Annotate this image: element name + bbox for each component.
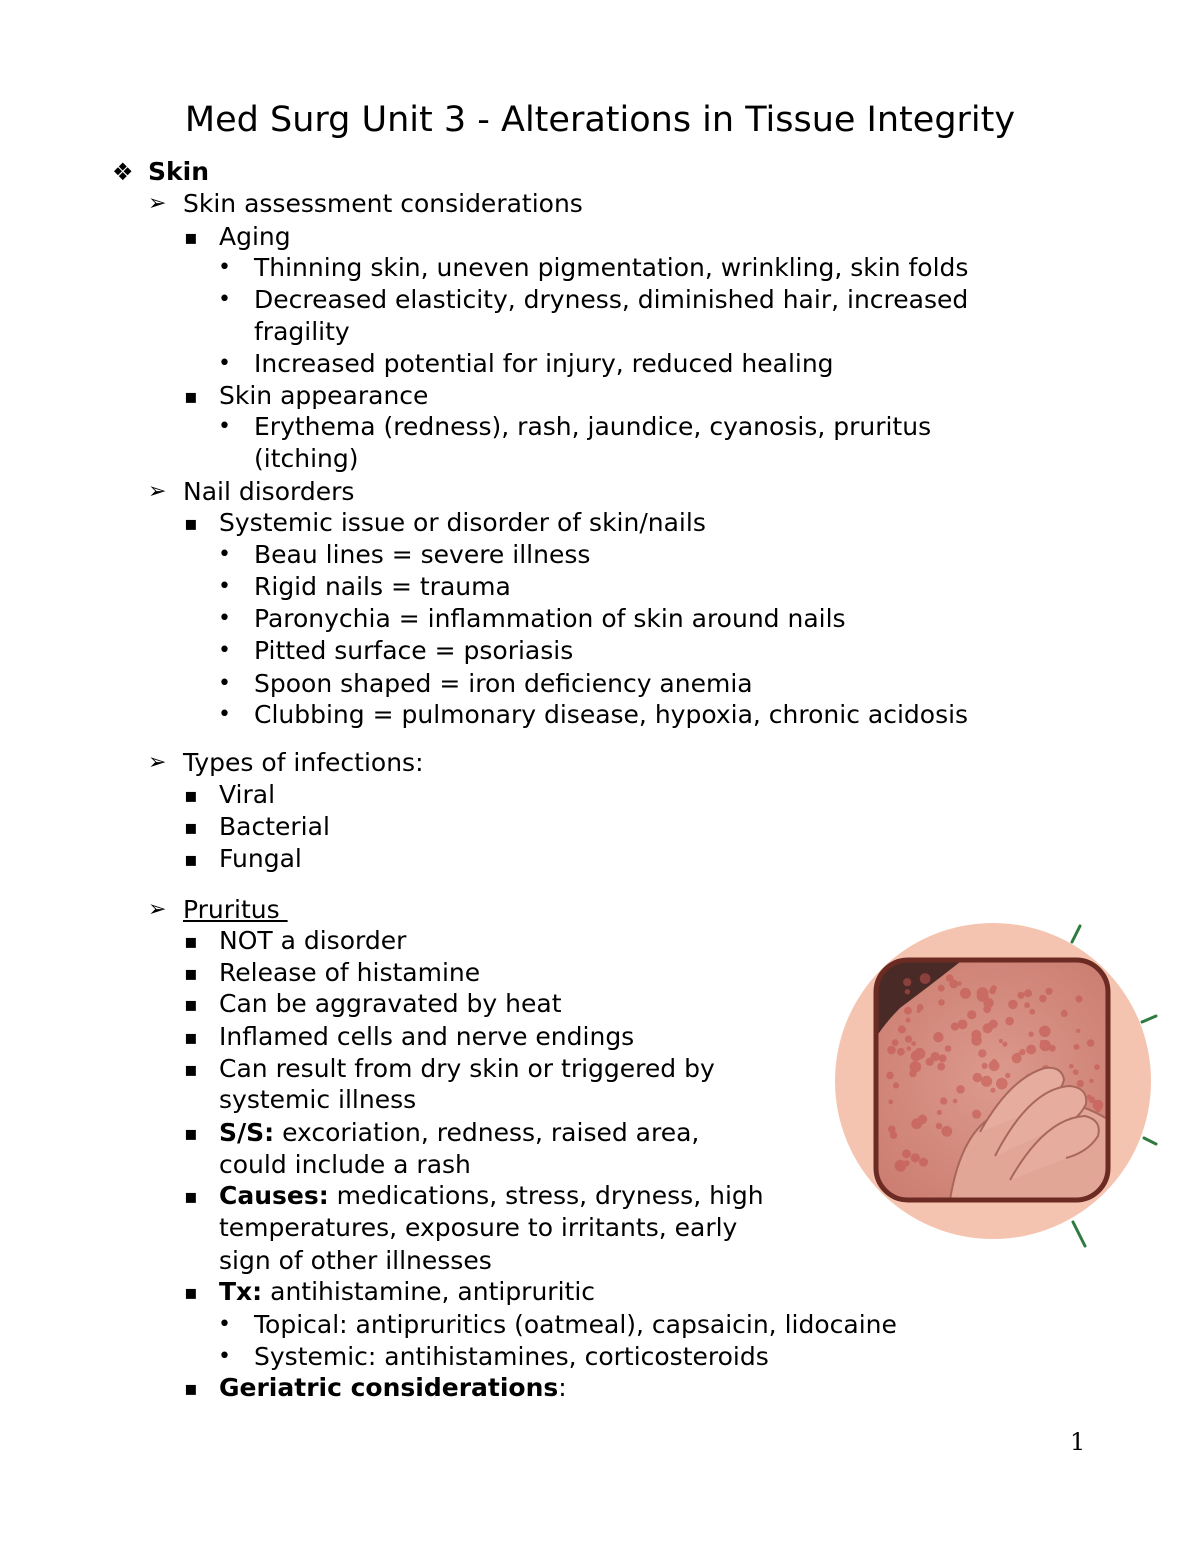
item-text: Can be aggravated by heat — [219, 989, 562, 1018]
item-text: Viral — [219, 780, 276, 809]
rash-spot — [897, 1048, 905, 1056]
item-text: Thinning skin, uneven pigmentation, wrinkling, skin folds — [254, 253, 969, 282]
item-text: Release of histamine — [219, 958, 481, 987]
item-text: Erythema (redness), rash, jaundice, cyanosis, pruritus — [254, 412, 932, 441]
rash-photo — [870, 954, 1120, 1208]
rash-spot — [971, 1035, 982, 1046]
rash-spot — [893, 1082, 899, 1088]
item-text: Systemic: antihistamines, corticosteroids — [254, 1342, 769, 1371]
rash-spot — [898, 1025, 906, 1033]
dot-bullet-icon: • — [218, 1344, 231, 1369]
rash-spot — [911, 1041, 916, 1046]
rash-spot — [1024, 989, 1032, 997]
arrow-bullet-icon: ➢ — [148, 897, 167, 922]
item-detail: medications, stress, dryness, high — [328, 1181, 764, 1210]
rash-spot — [946, 974, 954, 982]
rash-spot — [909, 1070, 916, 1077]
rash-spot — [940, 1097, 947, 1104]
item-text — [219, 1372, 567, 1404]
rash-spot — [958, 1020, 968, 1030]
rash-spot — [1002, 1042, 1007, 1047]
item-text: Topical: antipruritics (oatmeal), capsaicin, lidocaine — [254, 1310, 897, 1339]
square-bullet-icon: ▪ — [184, 992, 198, 1016]
rash-spot — [920, 973, 931, 984]
rash-spot — [1008, 1000, 1018, 1010]
square-bullet-icon: ▪ — [184, 847, 198, 871]
arrow-bullet-icon: ➢ — [148, 750, 167, 775]
rash-spot — [978, 1049, 986, 1057]
item-text: Systemic issue or disorder of skin/nails — [219, 508, 706, 537]
item-text: Pruritus — [183, 895, 288, 924]
dot-bullet-icon: • — [218, 1312, 231, 1337]
dot-bullet-icon: • — [218, 255, 231, 280]
dot-bullet-icon: • — [218, 606, 231, 631]
diamond-bullet-icon: ❖ — [112, 158, 134, 186]
rash-spot — [907, 1046, 912, 1051]
rash-spot — [1074, 1044, 1080, 1050]
item-text: Can result from dry skin or triggered by — [219, 1054, 715, 1083]
square-bullet-icon: ▪ — [184, 225, 198, 249]
rash-spot — [888, 1100, 893, 1105]
section-heading-skin: Skin — [148, 157, 209, 186]
item-text: Fungal — [219, 844, 302, 873]
rash-spot — [1024, 1002, 1030, 1008]
square-bullet-icon: ▪ — [184, 1376, 198, 1400]
arrow-bullet-icon: ➢ — [148, 479, 167, 504]
item-text: Aging — [219, 222, 291, 251]
item-text: Decreased elasticity, dryness, diminished hair, increased — [254, 285, 969, 314]
rash-spot — [1019, 1049, 1025, 1055]
rash-spot — [999, 1039, 1003, 1043]
item-text — [219, 1180, 764, 1212]
rash-spot — [905, 989, 910, 994]
rash-spot — [989, 987, 996, 994]
rash-spot — [1075, 995, 1082, 1002]
rash-spot — [1095, 1107, 1100, 1112]
rash-spot — [945, 1045, 952, 1052]
item-detail: excoriation, redness, raised area, — [274, 1118, 700, 1147]
rash-spot — [1029, 1009, 1035, 1015]
rash-spot — [983, 1023, 993, 1033]
rash-spot — [1087, 1095, 1092, 1100]
rash-spot — [938, 999, 945, 1006]
bold-label: S/S: — [219, 1118, 275, 1147]
rash-spot — [1077, 1080, 1084, 1087]
rash-spot — [967, 1010, 976, 1019]
rash-spot — [973, 1073, 983, 1083]
item-continuation: (itching) — [254, 444, 359, 473]
dot-bullet-icon: • — [218, 351, 231, 376]
rash-spot — [953, 1099, 958, 1104]
rash-spot — [977, 987, 989, 999]
rash-spot — [972, 1110, 981, 1119]
rash-spot — [1039, 995, 1047, 1003]
item-text: Beau lines = severe illness — [254, 540, 591, 569]
dot-bullet-icon: • — [218, 287, 231, 312]
item-continuation: systemic illness — [219, 1085, 417, 1114]
rash-spot — [933, 1032, 943, 1042]
square-bullet-icon: ▪ — [184, 1280, 198, 1304]
rash-spot — [1069, 1064, 1074, 1069]
item-text: Rigid nails = trauma — [254, 572, 511, 601]
arrow-bullet-icon: ➢ — [148, 191, 167, 216]
rash-spot — [1087, 1039, 1095, 1047]
rash-spot — [1005, 1017, 1014, 1026]
dot-bullet-icon: • — [218, 574, 231, 599]
square-bullet-icon: ▪ — [184, 1121, 198, 1145]
rash-spot — [1073, 1069, 1079, 1075]
rash-spot — [956, 1085, 965, 1094]
bold-label: Tx: — [219, 1277, 263, 1306]
item-text — [219, 1276, 595, 1308]
rash-spot — [938, 985, 945, 992]
item-detail: antihistamine, antipruritic — [262, 1277, 596, 1306]
rash-spot — [1017, 992, 1024, 999]
rash-spot — [919, 1158, 928, 1167]
rash-spot — [957, 981, 961, 985]
item-text: Bacterial — [219, 812, 330, 841]
item-text: Paronychia = inflammation of skin around nails — [254, 604, 846, 633]
bold-label: Causes: — [219, 1181, 329, 1210]
rash-spot — [983, 1005, 991, 1013]
item-detail: : — [558, 1373, 567, 1402]
rash-spot — [904, 1160, 910, 1166]
rash-spot — [1061, 1010, 1068, 1017]
rash-spot — [911, 1153, 920, 1162]
square-bullet-icon: ▪ — [184, 929, 198, 953]
item-continuation: could include a rash — [219, 1150, 471, 1179]
square-bullet-icon: ▪ — [184, 961, 198, 985]
item-text: Inflamed cells and nerve endings — [219, 1022, 635, 1051]
rash-spot — [917, 1004, 924, 1011]
rash-spot — [1089, 1079, 1093, 1083]
item-text: Types of infections: — [183, 748, 424, 777]
square-bullet-icon: ▪ — [184, 1025, 198, 1049]
dot-bullet-icon: • — [218, 702, 231, 727]
rash-spot — [1045, 988, 1052, 995]
item-continuation: sign of other illnesses — [219, 1246, 492, 1275]
item-continuation: fragility — [254, 317, 350, 346]
item-text: Clubbing = pulmonary disease, hypoxia, chronic acidosis — [254, 700, 969, 729]
rash-spot — [914, 1048, 925, 1059]
square-bullet-icon: ▪ — [184, 384, 198, 408]
rash-spot — [892, 1039, 899, 1046]
square-bullet-icon: ▪ — [184, 783, 198, 807]
dot-bullet-icon: • — [218, 414, 231, 439]
page-title: Med Surg Unit 3 - Alterations in Tissue Integrity — [184, 100, 1016, 140]
rash-spot — [911, 1118, 922, 1129]
rash-spot — [1039, 1026, 1051, 1038]
dot-bullet-icon: • — [218, 638, 231, 663]
rash-spot — [939, 1054, 947, 1062]
rash-spot — [937, 1110, 942, 1115]
rash-spot — [982, 1063, 988, 1069]
rash-spot — [1026, 1045, 1036, 1055]
rash-spot — [904, 1007, 912, 1015]
square-bullet-icon: ▪ — [184, 1057, 198, 1081]
rash-spot — [1076, 1029, 1080, 1033]
item-text: Increased potential for injury, reduced healing — [254, 349, 834, 378]
rash-spot — [890, 1132, 897, 1139]
rash-spot — [902, 1149, 911, 1158]
item-text: Skin appearance — [219, 381, 429, 410]
item-continuation: temperatures, exposure to irritants, early — [219, 1213, 738, 1242]
rash-spot — [1005, 1073, 1010, 1078]
item-text: NOT a disorder — [219, 926, 407, 955]
item-text: Nail disorders — [183, 477, 355, 506]
rash-spot — [1094, 1064, 1100, 1070]
dot-bullet-icon: • — [218, 671, 231, 696]
pruritus-illustration — [830, 918, 1160, 1254]
rash-spot — [1040, 1040, 1044, 1044]
item-text: Skin assessment considerations — [183, 189, 583, 218]
rash-spot — [996, 1078, 1008, 1090]
rash-spot — [937, 1063, 945, 1071]
rash-spot — [990, 1062, 998, 1070]
rash-spot — [903, 978, 911, 986]
rash-spot — [936, 1123, 942, 1129]
rash-spot — [960, 988, 971, 999]
rash-spot — [906, 1018, 911, 1023]
bold-label: Geriatric considerations — [219, 1373, 559, 1402]
item-text: Spoon shaped = iron deficiency anemia — [254, 669, 753, 698]
square-bullet-icon: ▪ — [184, 1184, 198, 1208]
rash-spot — [941, 1126, 952, 1137]
square-bullet-icon: ▪ — [184, 511, 198, 535]
square-bullet-icon: ▪ — [184, 815, 198, 839]
rash-spot — [935, 1054, 939, 1058]
page-number: 1 — [1070, 1428, 1086, 1456]
dot-bullet-icon: • — [218, 542, 231, 567]
rash-spot — [951, 1022, 959, 1030]
rash-spot — [1028, 1032, 1033, 1037]
rash-spot — [991, 1088, 996, 1093]
item-text: Pitted surface = psoriasis — [254, 636, 574, 665]
rash-spot — [981, 1076, 992, 1087]
rash-spot — [886, 1072, 894, 1080]
rash-spot — [905, 1035, 912, 1042]
rash-spot — [887, 1046, 896, 1055]
item-text — [219, 1117, 699, 1149]
